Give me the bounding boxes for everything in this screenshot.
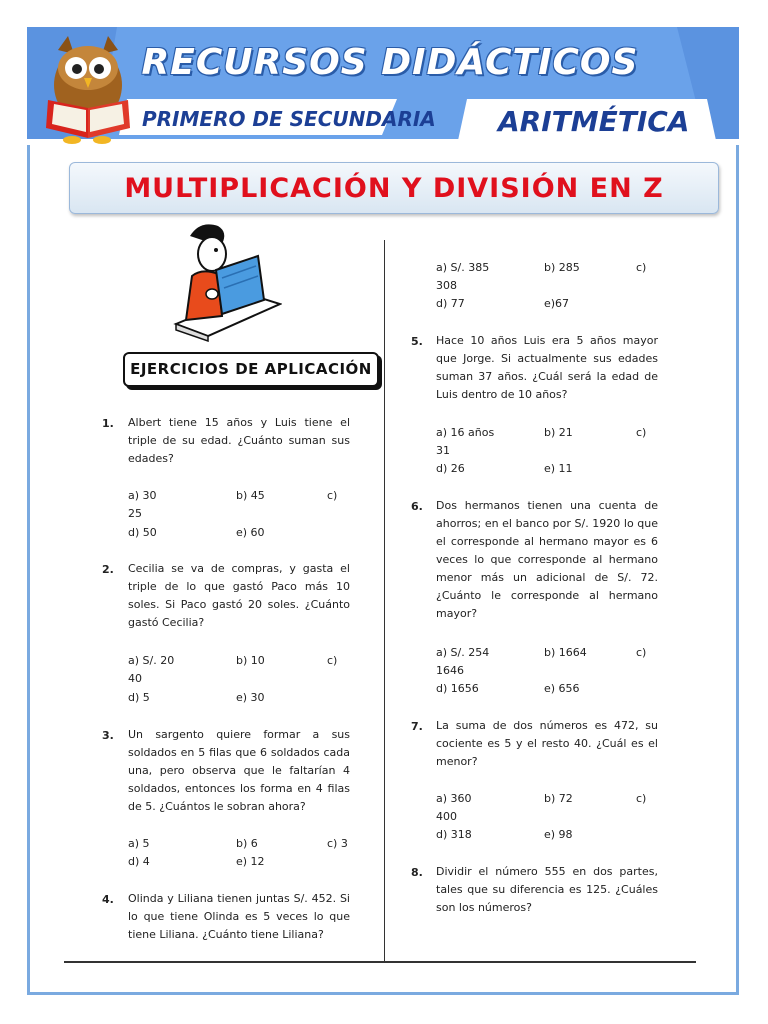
option-c: c) bbox=[327, 489, 338, 502]
banner-subject: ARITMÉTICA bbox=[498, 105, 690, 138]
option-a: a) S/. 254 bbox=[436, 646, 490, 659]
option-a: a) 30 bbox=[128, 489, 157, 502]
question-number: 5. bbox=[411, 335, 423, 348]
banner-level: PRIMERO DE SECUNDARIA bbox=[142, 107, 436, 131]
question-text: Hace 10 años Luis era 5 años mayor que Jorge. Si actualmente sus edades suman 37 años. ¿Cuál será la edad de Luis dentro de 10 años? bbox=[436, 334, 658, 401]
question-text: Dividir el número 555 en dos partes, tales que su diferencia es 125. ¿Cuáles son los números? bbox=[436, 865, 658, 914]
person-reading-book-icon bbox=[172, 220, 282, 342]
option-c-value: 308 bbox=[436, 279, 457, 292]
topic-title: MULTIPLICACIÓN Y DIVISIÓN EN Z bbox=[124, 172, 664, 204]
option-e: e) 60 bbox=[236, 526, 265, 539]
section-title: EJERCICIOS DE APLICACIÓN bbox=[130, 360, 372, 378]
option-a: a) S/. 385 bbox=[436, 261, 490, 274]
question-number: 4. bbox=[102, 893, 114, 906]
question-text: Un sargento quiere formar a sus soldados en 5 filas que 6 soldados cada una, pero observa que le faltarían 4 soldados, entonces los forma en 4 filas de 5. ¿Cuántos le sobran ahora? bbox=[128, 728, 350, 813]
option-d: d) 1656 bbox=[436, 682, 479, 695]
question-number: 2. bbox=[102, 563, 114, 576]
option-b: b) 1664 bbox=[544, 646, 587, 659]
option-b: b) 6 bbox=[236, 837, 258, 850]
option-d: d) 77 bbox=[436, 297, 465, 310]
option-a: a) 16 años bbox=[436, 426, 495, 439]
column-divider bbox=[384, 240, 385, 962]
option-c: c) 3 bbox=[327, 837, 348, 850]
option-e: e) 30 bbox=[236, 691, 265, 704]
option-c: c) bbox=[636, 646, 647, 659]
question-number: 6. bbox=[411, 500, 423, 513]
option-e: e)67 bbox=[544, 297, 570, 310]
option-c-value: 40 bbox=[128, 672, 142, 685]
option-b: b) 72 bbox=[544, 792, 573, 805]
option-b: b) 10 bbox=[236, 654, 265, 667]
option-e: e) 98 bbox=[544, 828, 573, 841]
owl-reading-book-icon bbox=[40, 30, 140, 145]
question-number: 1. bbox=[102, 417, 114, 430]
option-b: b) 285 bbox=[544, 261, 580, 274]
option-d: d) 4 bbox=[128, 855, 150, 868]
option-c: c) bbox=[636, 792, 647, 805]
bottom-rule bbox=[64, 961, 696, 963]
option-c-value: 31 bbox=[436, 444, 450, 457]
question-number: 3. bbox=[102, 729, 114, 742]
option-c-value: 1646 bbox=[436, 664, 464, 677]
option-e: e) 656 bbox=[544, 682, 580, 695]
option-a: a) 5 bbox=[128, 837, 150, 850]
option-c: c) bbox=[636, 261, 647, 274]
option-a: a) S/. 20 bbox=[128, 654, 175, 667]
question-number: 7. bbox=[411, 720, 423, 733]
option-c-value: 25 bbox=[128, 507, 142, 520]
question-text: Cecilia se va de compras, y gasta el triple de lo que gastó Paco más 10 soles. Si Paco gastó 20 soles. ¿Cuánto gastó Cecilia? bbox=[128, 562, 350, 629]
question-text: La suma de dos números es 472, su cociente es 5 y el resto 40. ¿Cuál es el menor? bbox=[436, 719, 658, 768]
option-e: e) 11 bbox=[544, 462, 573, 475]
option-d: d) 5 bbox=[128, 691, 150, 704]
question-text: Olinda y Liliana tienen juntas S/. 452. Si lo que tiene Olinda es 5 veces lo que tiene Liliana. ¿Cuánto tiene Liliana? bbox=[128, 892, 350, 941]
option-c: c) bbox=[636, 426, 647, 439]
option-e: e) 12 bbox=[236, 855, 265, 868]
option-c: c) bbox=[327, 654, 338, 667]
question-text: Albert tiene 15 años y Luis tiene el triple de su edad. ¿Cuánto suman sus edades? bbox=[128, 416, 350, 465]
option-b: b) 45 bbox=[236, 489, 265, 502]
option-d: d) 318 bbox=[436, 828, 472, 841]
option-b: b) 21 bbox=[544, 426, 573, 439]
banner-title: RECURSOS DIDÁCTICOS bbox=[141, 42, 639, 83]
topic-title-box bbox=[69, 162, 719, 214]
option-d: d) 50 bbox=[128, 526, 157, 539]
option-a: a) 360 bbox=[436, 792, 472, 805]
question-text: Dos hermanos tienen una cuenta de ahorros; en el banco por S/. 1920 lo que el corresponde al hermano mayor es 6 veces lo que corresponde al hermano menor más un adicional de S/. 72. ¿Cuánto le corresponde al hermano mayor? bbox=[436, 499, 658, 620]
question-number: 8. bbox=[411, 866, 423, 879]
option-c-value: 400 bbox=[436, 810, 457, 823]
option-d: d) 26 bbox=[436, 462, 465, 475]
